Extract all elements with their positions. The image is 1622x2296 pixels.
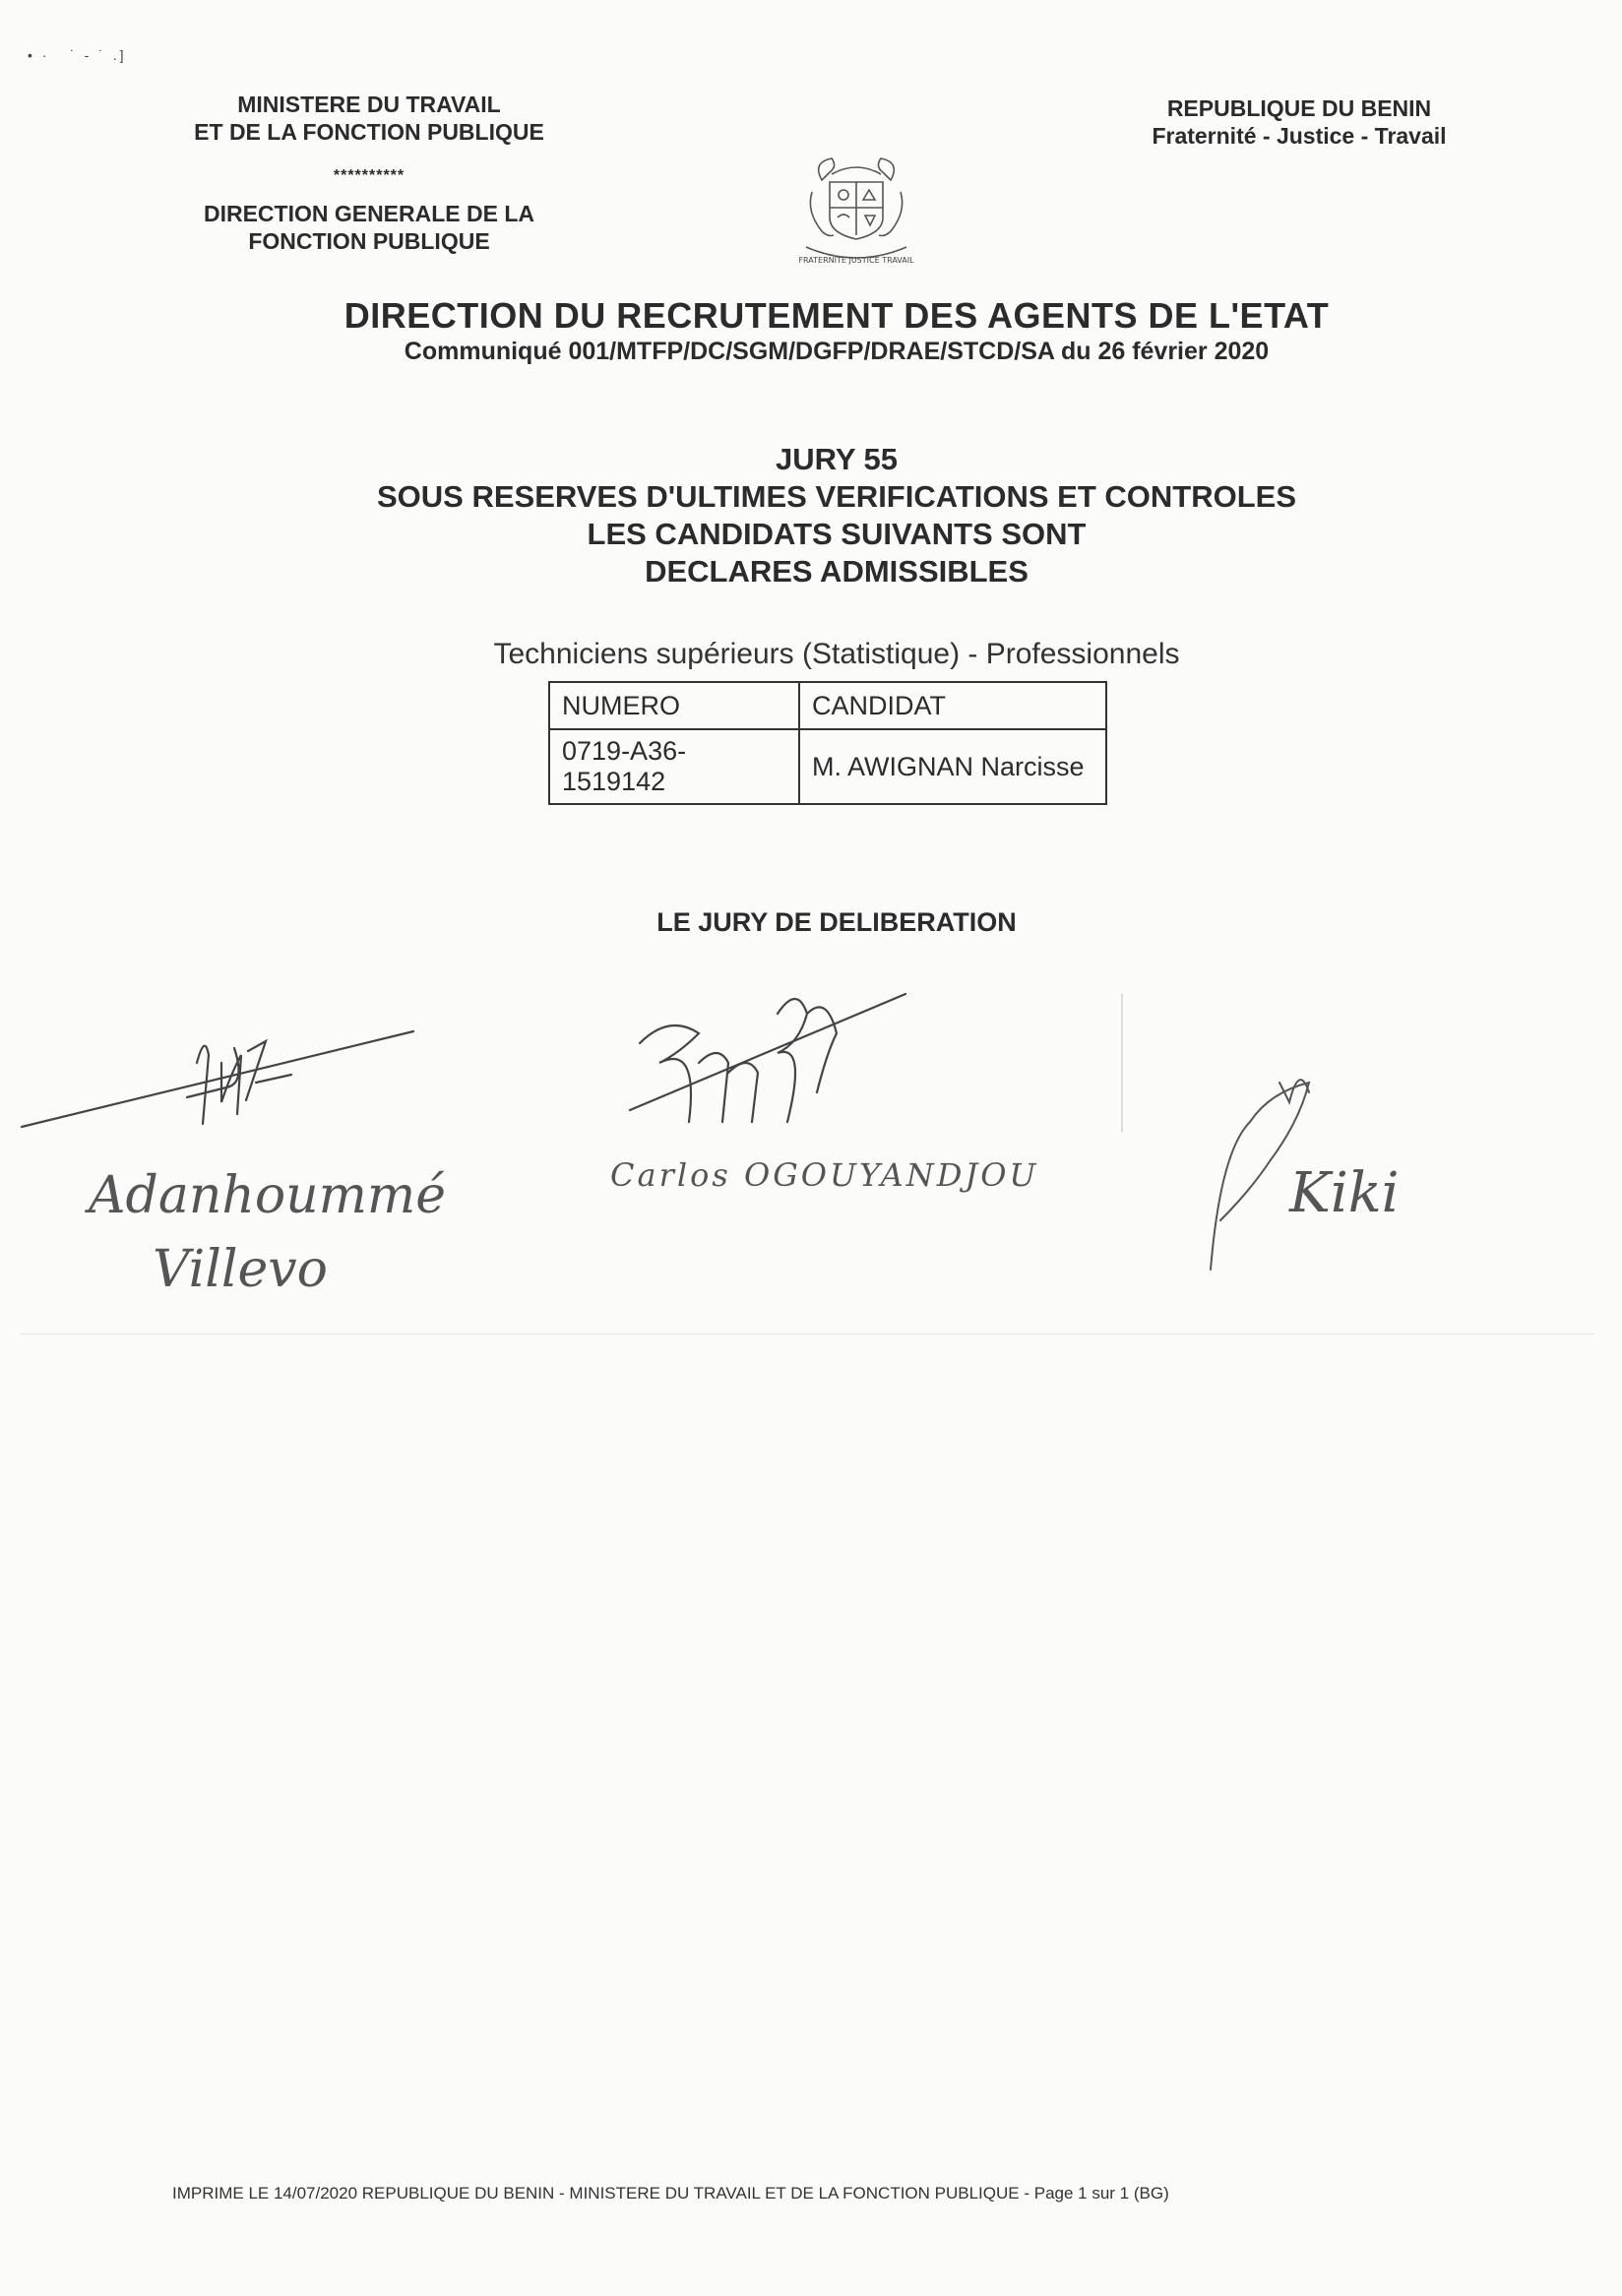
ministry-name bbox=[157, 91, 581, 146]
header-separator: ********** bbox=[333, 167, 406, 184]
print-footer: IMPRIME LE 14/07/2020 REPUBLIQUE DU BENIN - MINISTERE DU TRAVAIL ET DE LA FONCTION PUBLIQUE - Page 1 sur 1 (BG) bbox=[172, 2184, 1169, 2203]
announcement-line1: SOUS RESERVES D'ULTIMES VERIFICATIONS ET CONTROLES bbox=[376, 479, 1297, 514]
dgfp-name bbox=[157, 200, 581, 255]
signature-2-name: Carlos OGOUYANDJOU bbox=[610, 1156, 1039, 1194]
ministry-line1: MINISTERE DU TRAVAIL bbox=[237, 92, 501, 117]
candidate-number: 0719-A36-1519142 bbox=[549, 729, 799, 804]
signature-2 bbox=[610, 984, 1122, 1240]
communique-reference: Communiqué 001/MTFP/DC/SGM/DGFP/DRAE/STCD/SA du 26 février 2020 bbox=[404, 338, 1270, 365]
exam-category: Techniciens supérieurs (Statistique) - Professionnels bbox=[493, 638, 1180, 670]
ministry-line2: ET DE LA FONCTION PUBLIQUE bbox=[194, 119, 544, 145]
republic-motto: Fraternité - Justice - Travail bbox=[1152, 123, 1447, 149]
table-header-row bbox=[549, 682, 1106, 729]
column-header-numero: NUMERO bbox=[549, 682, 799, 729]
scan-artifact: • · ˙ ‐ ˙ .] bbox=[28, 47, 127, 63]
table-row bbox=[549, 729, 1106, 804]
jury-number: JURY 55 bbox=[775, 442, 899, 476]
dgfp-line2: FONCTION PUBLIQUE bbox=[248, 228, 490, 254]
column-header-candidat: CANDIDAT bbox=[799, 682, 1106, 729]
benin-coat-of-arms-icon bbox=[792, 153, 920, 271]
signature-1-name-line1: Adanhoummé bbox=[89, 1166, 447, 1225]
jury-title: LE JURY DE DELIBERATION bbox=[656, 907, 1017, 937]
results-table bbox=[548, 681, 1107, 805]
announcement-line3: DECLARES ADMISSIBLES bbox=[645, 554, 1029, 589]
signature-3-name: Kiki bbox=[1289, 1161, 1400, 1225]
republic-block bbox=[1112, 94, 1486, 150]
signature-1 bbox=[20, 1004, 472, 1319]
direction-title: DIRECTION DU RECRUTEMENT DES AGENTS DE L'ETAT bbox=[343, 295, 1330, 336]
republic-name: REPUBLIQUE DU BENIN bbox=[1166, 95, 1432, 121]
announcement-line2: LES CANDIDATS SUIVANTS SONT bbox=[587, 517, 1087, 551]
candidate-name: M. AWIGNAN Narcisse bbox=[799, 729, 1106, 804]
signature-1-name-line2: Villevo bbox=[153, 1240, 328, 1299]
emblem-motto: FRATERNITE JUSTICE TRAVAIL bbox=[798, 256, 914, 265]
dgfp-line1: DIRECTION GENERALE DE LA bbox=[203, 201, 535, 226]
announcement-block bbox=[197, 441, 1476, 590]
signature-3 bbox=[1181, 994, 1417, 1289]
